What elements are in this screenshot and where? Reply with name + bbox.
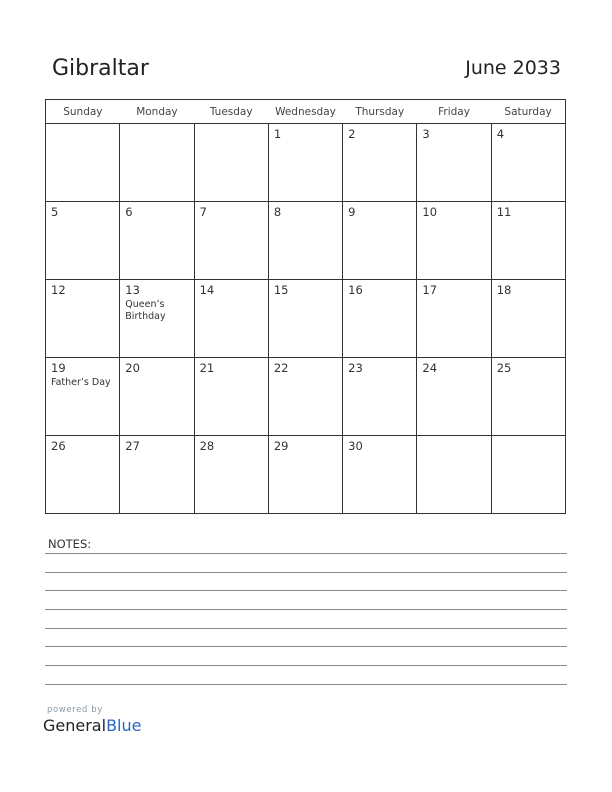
brand-general: General <box>43 716 107 735</box>
calendar-day-cell <box>343 202 417 280</box>
day-number: 23 <box>348 361 363 375</box>
calendar-day-cell <box>268 124 342 202</box>
calendar-day-cell <box>194 124 268 202</box>
calendar-day-cell <box>491 124 565 202</box>
day-number: 3 <box>422 127 430 141</box>
day-number: 10 <box>422 205 438 219</box>
calendar-day-cell <box>268 202 342 280</box>
calendar-day-cell <box>194 436 268 514</box>
day-number: 25 <box>496 361 512 375</box>
day-number: 24 <box>422 361 438 375</box>
calendar-day-cell <box>491 280 565 358</box>
calendar-day-cell <box>46 124 120 202</box>
notes-line <box>45 572 567 573</box>
day-number: 11 <box>496 205 512 219</box>
calendar-day-cell <box>491 358 565 436</box>
weekday-tuesday: Tuesday <box>194 100 268 124</box>
day-number: 27 <box>125 439 140 453</box>
day-number: 1 <box>273 127 282 141</box>
day-number: 13 <box>125 283 140 297</box>
calendar-day-cell <box>491 436 565 514</box>
day-number: 21 <box>199 361 215 375</box>
powered-by-text: powered by <box>47 705 103 715</box>
weekday-monday: Monday <box>120 100 194 124</box>
notes-line <box>45 665 567 666</box>
day-number: 22 <box>273 361 289 375</box>
calendar-day-cell <box>194 280 268 358</box>
weekday-thursday: Thursday <box>343 100 417 124</box>
calendar-week-row <box>46 358 566 436</box>
day-number: 19 <box>51 361 66 375</box>
day-number: 29 <box>273 439 289 453</box>
day-number: 28 <box>199 439 215 453</box>
calendar-day-cell <box>268 358 342 436</box>
calendar-day-cell <box>120 280 194 358</box>
day-number: 6 <box>125 205 133 219</box>
day-number: 18 <box>496 283 512 297</box>
calendar-day-cell <box>268 280 342 358</box>
calendar-day-cell <box>120 436 194 514</box>
day-number: 4 <box>496 127 505 141</box>
calendar-day-cell <box>120 202 194 280</box>
calendar-day-cell <box>417 202 491 280</box>
calendar-day-cell <box>417 358 491 436</box>
notes-line <box>45 628 567 629</box>
calendar-day-cell <box>343 280 417 358</box>
day-number: 14 <box>199 283 215 297</box>
calendar-day-cell <box>417 124 491 202</box>
day-number: 30 <box>348 439 363 453</box>
calendar-day-cell <box>120 124 194 202</box>
weekday-wednesday: Wednesday <box>268 100 342 124</box>
day-number: 17 <box>422 283 438 297</box>
day-number: 20 <box>125 361 140 375</box>
notes-line <box>45 646 567 647</box>
calendar-week-row <box>46 436 566 514</box>
weekday-saturday: Saturday <box>491 100 565 124</box>
calendar-day-cell <box>343 124 417 202</box>
calendar-week-row <box>46 124 566 202</box>
day-number: 2 <box>348 127 356 141</box>
calendar-day-cell <box>46 280 120 358</box>
calendar-day-cell <box>417 436 491 514</box>
calendar-title: Gibraltar <box>52 56 149 81</box>
calendar-day-cell <box>194 358 268 436</box>
calendar-day-cell <box>417 280 491 358</box>
brand-logo <box>43 716 141 735</box>
day-number: 7 <box>199 205 207 219</box>
day-number: 8 <box>273 205 282 219</box>
calendar-day-cell <box>46 358 120 436</box>
calendar-day-cell <box>343 358 417 436</box>
notes-line <box>45 590 567 591</box>
holiday-event: Father’s Day <box>51 377 111 388</box>
calendar-day-cell <box>194 202 268 280</box>
calendar-day-cell <box>491 202 565 280</box>
notes-line <box>45 609 567 610</box>
weekday-sunday: Sunday <box>46 100 120 124</box>
day-number: 5 <box>51 205 59 219</box>
calendar-grid <box>45 99 566 514</box>
notes-label: NOTES: <box>48 537 92 551</box>
day-number: 16 <box>348 283 363 297</box>
weekday-header-row <box>46 100 566 124</box>
calendar-day-cell <box>120 358 194 436</box>
calendar-week-row <box>46 280 566 358</box>
day-number: 12 <box>51 283 66 297</box>
brand-blue: Blue <box>106 716 142 735</box>
calendar-day-cell <box>46 436 120 514</box>
calendar-day-cell <box>343 436 417 514</box>
notes-line <box>45 553 567 554</box>
day-number: 15 <box>273 283 289 297</box>
weekday-friday: Friday <box>417 100 491 124</box>
calendar-week-row <box>46 202 566 280</box>
calendar-month: June 2033 <box>465 57 561 79</box>
day-number: 26 <box>51 439 66 453</box>
holiday-event: Queen’s Birthday <box>125 299 166 322</box>
calendar-day-cell <box>268 436 342 514</box>
calendar-day-cell <box>46 202 120 280</box>
notes-line <box>45 684 567 685</box>
day-number: 9 <box>348 205 356 219</box>
